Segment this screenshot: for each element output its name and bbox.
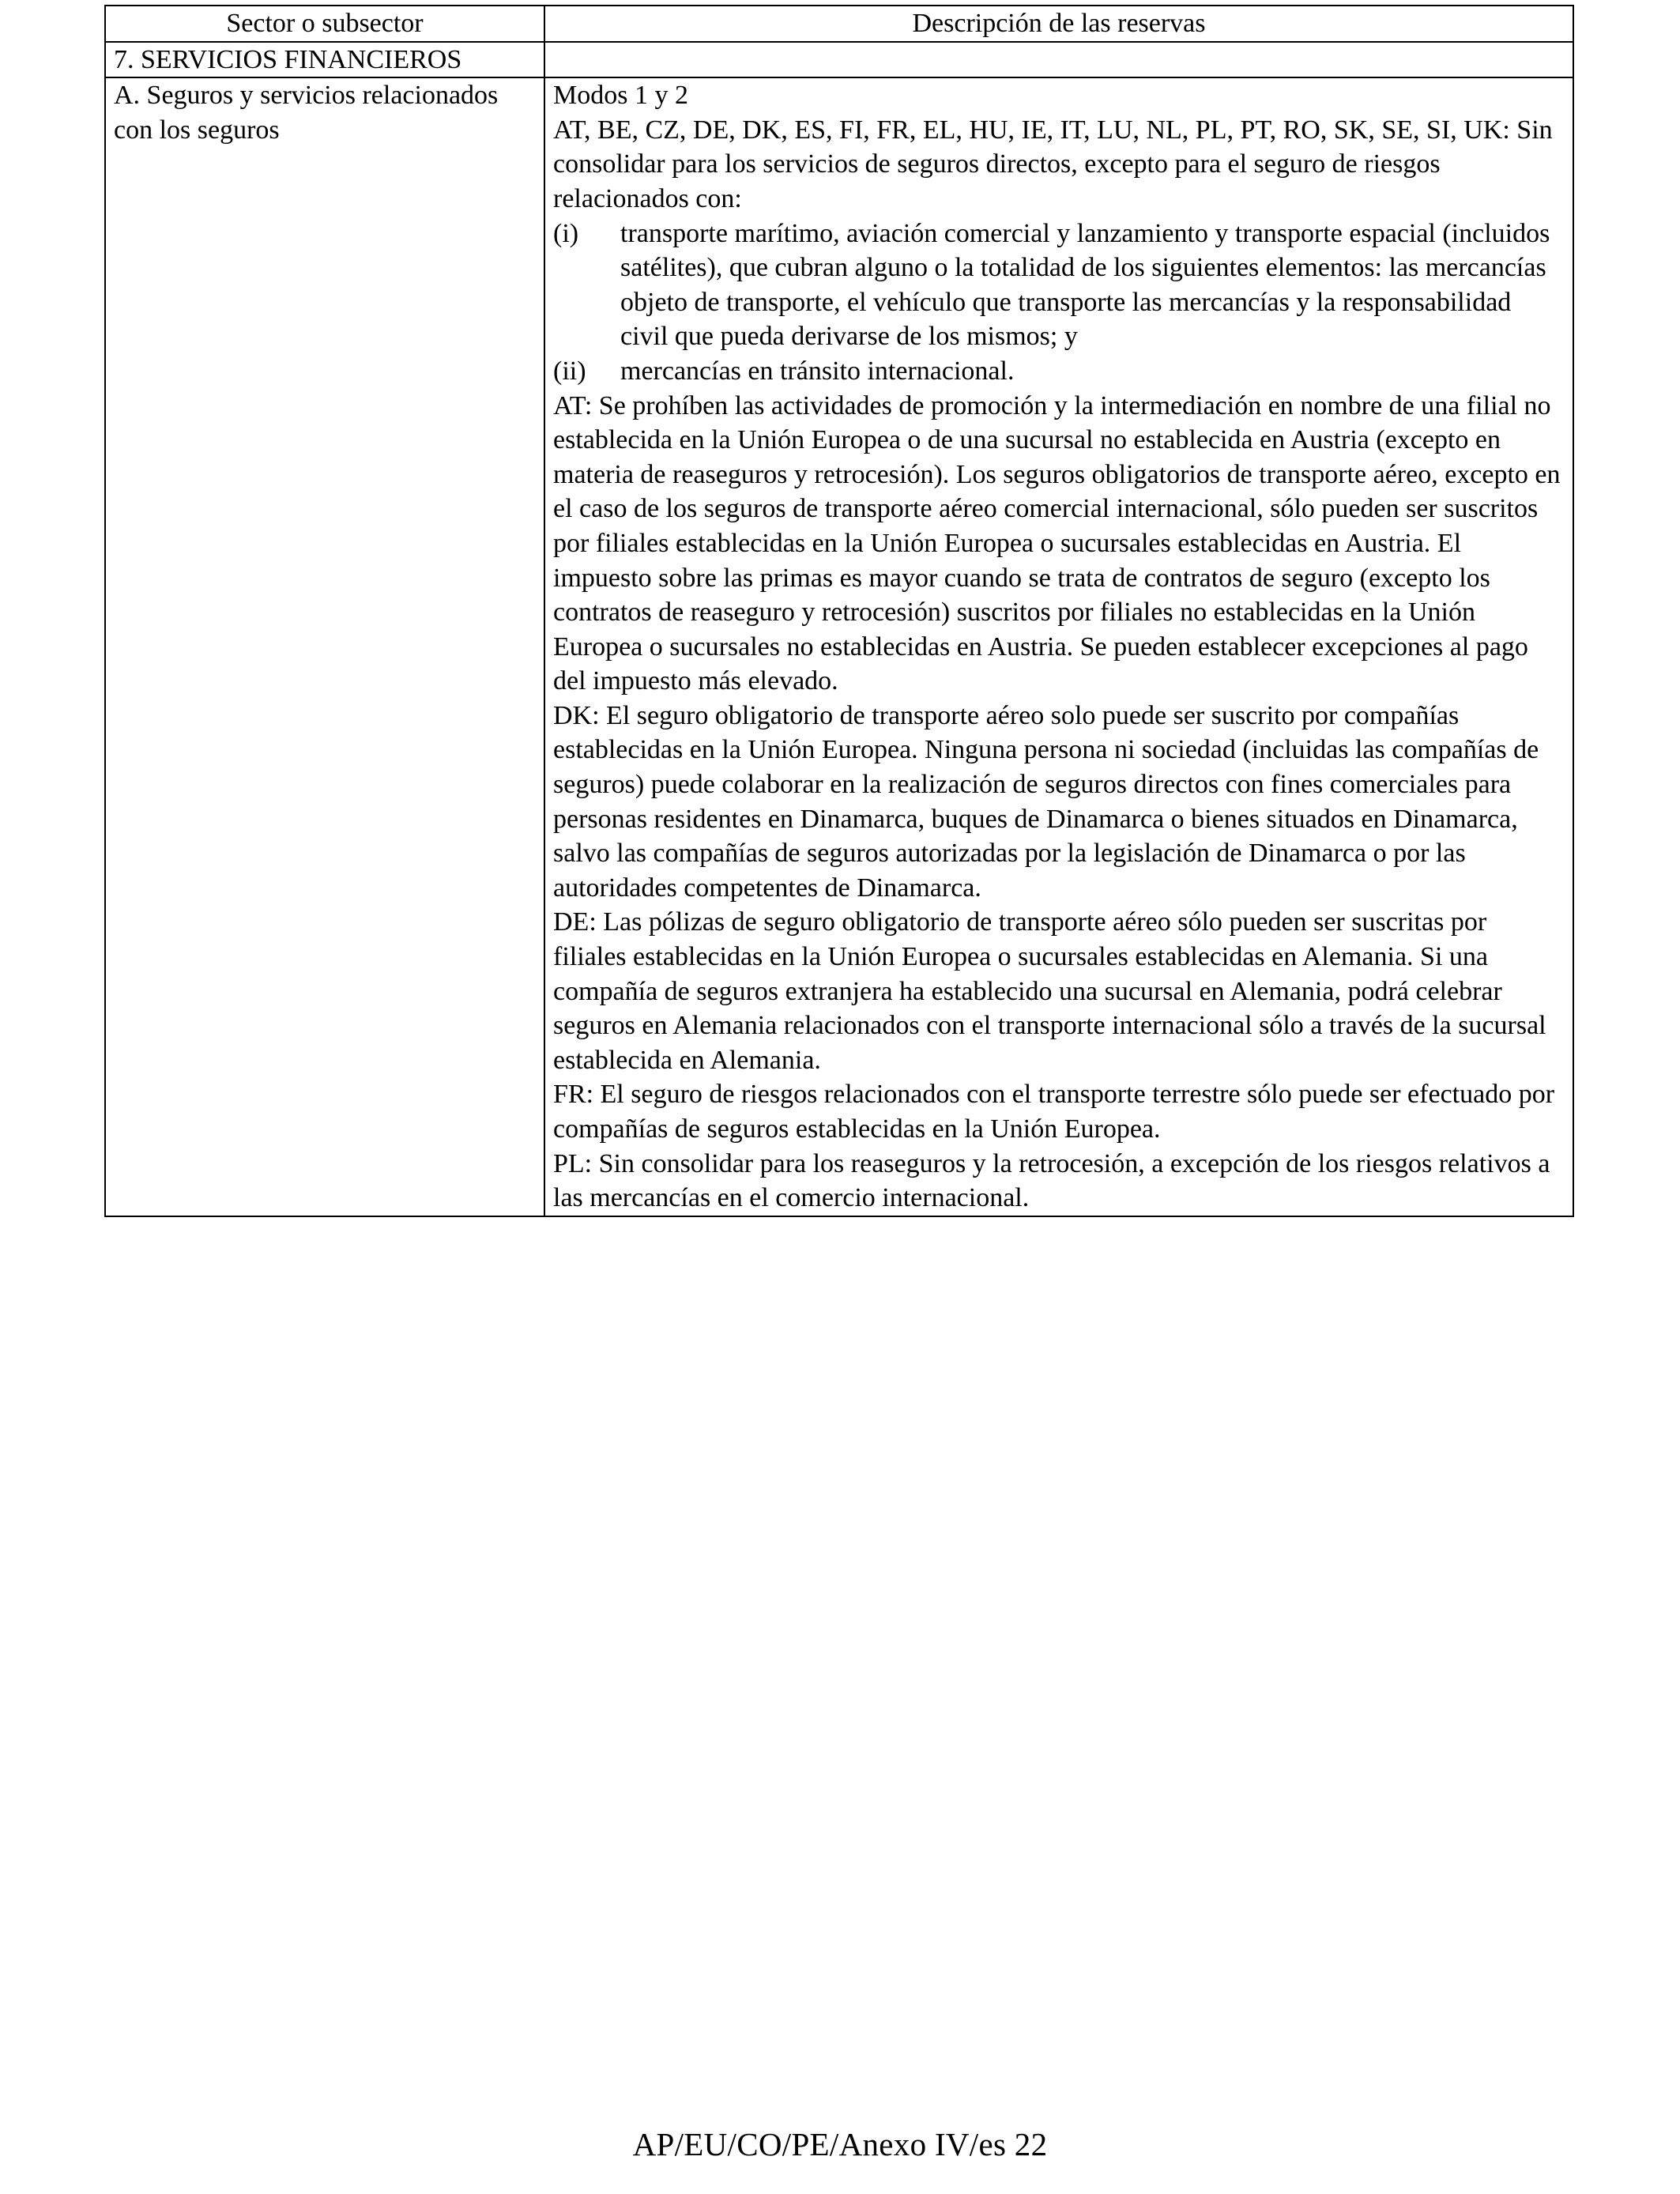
paragraph-dk: DK: El seguro obligatorio de transporte aéreo solo puede ser suscrito por compañías establecidas en la Unión Europea. Ninguna persona ni sociedad (incluidas las compañías de seguros) puede colaborar en la realización de seguros directos con fines comerciales para personas residentes en Dinamarca, buques de Dinamarca o bienes situados en Dinamarca, salvo las compañías de seguros autorizadas por la legislación de Dinamarca o por las autoridades competentes de Dinamarca. [553,700,1539,903]
table-row [105,77,1573,1216]
paragraph-pl: PL: Sin consolidar para los reaseguros y la retrocesión, a excepción de los riesgos relativos a las mercancías en el comercio internacional. [553,1148,1550,1213]
header-description: Descripción de las reservas [544,6,1573,42]
paragraph-fr: FR: El seguro de riesgos relacionados con el transporte terrestre sólo puede ser efectuado por compañías de seguros establecidas en la Unión Europea. [553,1080,1555,1144]
list-marker: (ii) [553,356,586,386]
sector-cell [105,77,544,1216]
table-header-row [105,6,1573,42]
section-empty-cell [544,42,1573,78]
intro-paragraph: AT, BE, CZ, DE, DK, ES, FI, FR, EL, HU, IE, IT, LU, NL, PL, PT, RO, SK, SE, SI, UK: Sin consolidar para los servicios de seguros directos, excepto para el seguro de riesgos relacionados con: [553,115,1553,213]
list-text: mercancías en tránsito internacional. [620,356,1015,386]
page-footer: AP/EU/CO/PE/Anexo IV/es 22 [632,2126,1048,2162]
section-row [105,42,1573,78]
list-item [553,354,1565,389]
list-item [553,217,1565,354]
description-cell [544,77,1573,1216]
reservations-table [104,5,1574,1217]
header-sector: Sector o subsector [105,6,544,42]
sector-label: A. Seguros y servicios relacionados con los seguros [114,81,499,145]
list-marker: (i) [553,218,579,248]
list-text: transporte marítimo, aviación comercial y lanzamiento y transporte espacial (incluidos satélites), que cubran alguno o la totalidad de los siguientes elementos: las mercancías objeto de transporte, el vehículo que transporte las mercancías y la responsabilidad civil que pueda derivarse de los mismos; y [620,218,1550,352]
section-title: 7. SERVICIOS FINANCIEROS [105,42,544,78]
modes-label: Modos 1 y 2 [553,81,688,111]
paragraph-de: DE: Las pólizas de seguro obligatorio de transporte aéreo sólo pueden ser suscritas por filiales establecidas en la Unión Europea o sucursales establecidas en Alemania. Si una compañía de seguros extranjera ha establecido una sucursal en Alemania, podrá celebrar seguros en Alemania relacionados con el transporte internacional sólo a través de la sucursal establecida en Alemania. [553,907,1546,1075]
paragraph-at: AT: Se prohíben las actividades de promoción y la intermediación en nombre de una filial no establecida en la Unión Europea o de una sucursal no establecida en Austria (excepto en materia de reaseguros y retrocesión). Los seguros obligatorios de transporte aéreo, excepto en el caso de los seguros de transporte aéreo comercial internacional, sólo pueden ser suscritos por filiales establecidas en la Unión Europea o sucursales establecidas en Austria. El impuesto sobre las primas es mayor cuando se trata de contratos de seguro (excepto los contratos de reaseguro y retrocesión) suscritos por filiales no establecidas en la Unión Europea o sucursales no establecidas en Austria. Se pueden establecer excepciones al pago del impuesto más elevado. [553,390,1561,696]
